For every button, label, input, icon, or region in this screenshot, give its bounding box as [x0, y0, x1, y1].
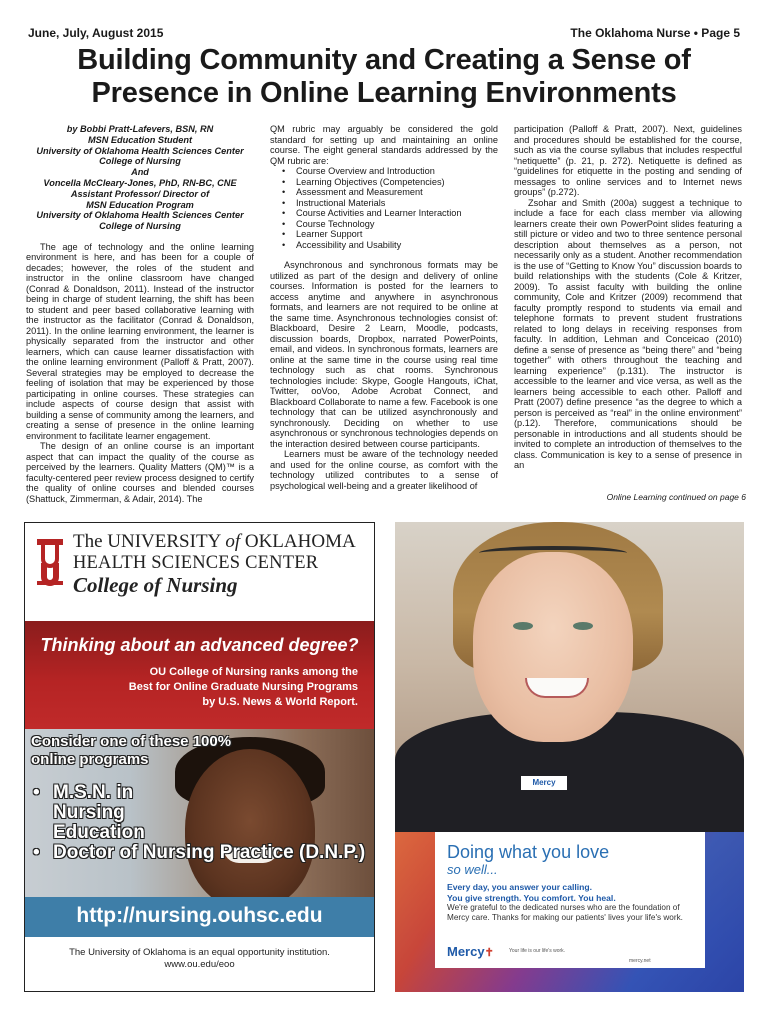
- mercy-tagline: Your life is our life's work.: [509, 948, 566, 954]
- byline: [26, 124, 254, 232]
- ou-program-item: • M.S.N. in Nursing Education: [31, 783, 201, 843]
- ou-ranking: [58, 665, 358, 710]
- mercy-nursing-ad: [395, 522, 744, 992]
- ou-promo-banner: [25, 621, 374, 729]
- mercy-scrubs-logo: Mercy: [521, 776, 567, 790]
- ou-nursing-ad: [24, 522, 375, 992]
- byline-line: Voncella McCleary-Jones, PhD, RN-BC, CNE: [43, 177, 237, 188]
- mercy-body-bold: You give strength. You comfort. You heal.: [447, 892, 616, 903]
- publication-page: The Oklahoma Nurse • Page 5: [570, 26, 740, 40]
- mercy-cross-icon: ✝: [484, 947, 494, 959]
- paragraph: Asynchronous and synchronous formats may be utilized as part of the design and delivery of online courses. Information is posted for the learners to access anytime and anywhere in asynchronous formats, and learners are not required to be online at the same time. Asynchronous technologies consist of: Blackboard, Desire 2 Learn, Moodle, podcasts, discussion boards, Dropbox, narrated PowerPoints, email, and videos. In synchronous formats, learners are online at the same time in the course using real time technology such as chat rooms. Synchronous technologies include: Skype, Google Hangouts, iChat, Twitter, ooVoo, Adobe Acrobat Connect, and Blackboard Collaborate to name a few. Facebook is one technology that can be utilized asynchronously and synchronously. Deciding on whether to use asynchronous or synchronous technologies depends on the interaction desired between course participants.: [270, 260, 498, 449]
- mercy-subhead: so well...: [447, 862, 498, 877]
- byline-line: University of Oklahoma Health Sciences Center: [36, 210, 244, 221]
- list-item: • Accessibility and Usability: [282, 240, 498, 251]
- photo-eye: [573, 622, 593, 630]
- list-item: • Course Overview and Introduction: [282, 166, 498, 177]
- list-item: • Course Activities and Learner Interaction: [282, 208, 498, 219]
- paragraph: The design of an online course is an important aspect that can impact the quality of the course as perceived by the learners. Quality Matters (QM)™ is a faculty-centered peer review process designed to certify the quality of online courses and blended courses (Shattuck, Zimmerman, & Adair, 2014). The: [26, 441, 254, 504]
- column-1: [26, 124, 254, 512]
- ou-ranking-line: by U.S. News & World Report.: [202, 696, 358, 708]
- mercy-url[interactable]: mercy.net: [629, 958, 651, 964]
- continued-note: Online Learning continued on page 6: [606, 492, 746, 502]
- ou-ranking-line: Best for Online Graduate Nursing Programs: [128, 681, 358, 693]
- list-item: • Learner Support: [282, 229, 498, 240]
- ou-ranking-line: OU College of Nursing ranks among the: [149, 666, 358, 678]
- list-item: • Instructional Materials: [282, 198, 498, 209]
- byline-line: by Bobbi Pratt-Lafevers, BSN, RN: [66, 124, 214, 134]
- ou-college-name: College of Nursing: [73, 573, 238, 597]
- mercy-headline: Doing what you love: [447, 842, 610, 862]
- issue-date: June, July, August 2015: [28, 26, 164, 40]
- ou-hsc-name: HEALTH SCIENCES CENTER: [73, 553, 319, 573]
- ou-consider-line: online programs: [31, 751, 149, 768]
- column-3: [514, 124, 742, 512]
- ou-footer-line: The University of Oklahoma is an equal opportunity institution.: [69, 947, 330, 958]
- ou-url-link[interactable]: http://nursing.ouhsc.edu: [76, 904, 323, 927]
- ou-student-photo: [25, 729, 374, 897]
- ou-consider-line: Consider one of these 100%: [31, 733, 232, 750]
- byline-line: MSN Education Student: [87, 134, 193, 145]
- ou-university-name: [73, 531, 356, 553]
- ou-title-text: of: [225, 531, 241, 552]
- article-title: Building Community and Creating a Sense of Presence in Online Learning Environments: [77, 44, 691, 109]
- byline-line: University of Oklahoma Health Sciences Center: [36, 145, 244, 156]
- ou-consider-text: [31, 733, 231, 769]
- paragraph: participation (Palloff & Pratt, 2007). Next, guidelines and procedures should be established for the course, such as via the course syllabus that includes respectful “netiquette” (p. 21, p. 272). Netiquette is defined as “guidelines for etiquette in the posting and sending of messages to online services and to Internet news groups” (p.272).: [514, 124, 742, 197]
- list-item: • Course Technology: [282, 219, 498, 230]
- paragraph: QM rubric may arguably be considered the gold standard for setting up and maintaining an online course. The eight general standards addressed by the QM rubric are:: [270, 124, 498, 166]
- byline-line: MSN Education Program: [86, 199, 194, 210]
- list-item: • Assessment and Measurement: [282, 187, 498, 198]
- photo-eye: [513, 622, 533, 630]
- ou-eeo-footer: [25, 947, 374, 971]
- list-item: • Learning Objectives (Competencies): [282, 177, 498, 188]
- ou-question: Thinking about an advanced degree?: [40, 635, 359, 655]
- ou-url-bar: [25, 897, 374, 937]
- ou-programs-list: [31, 783, 371, 863]
- article-body: [26, 124, 746, 512]
- paragraph: Learners must be aware of the technology needed and used for the online course, as comfort with the technology utilized contributes to a sense of psychological well-being and a greater likelihood of: [270, 449, 498, 491]
- mercy-logo-text: Mercy: [447, 944, 485, 959]
- byline-line: And: [131, 167, 149, 178]
- photo-smile: [525, 678, 589, 698]
- mercy-body-text: We're grateful to the dedicated nurses who are the foundation of Mercy care. Thanks for making our patients' lives your life's work.: [447, 903, 683, 922]
- paragraph: Zsohar and Smith (200a) suggest a technique to include a face for each class member via allowing learners create their own PowerPoint slides featuring a still picture or video and two to three sentence personal description about themselves as a person, not necessarily only as a student. Another recommendation is the use of “Getting to Know You” discussion boards to build relationships with the students (Cole & Kritzer, 2009). To assist faculty with building the online community, Cole and Kritzer (2009) recommend that faculty promptly respond to students via email and telephone formats to prevent student frustrations related to long delays in receiving responses from faculty. In addition, Lehman and Conceicao (2010) define a sense of presence as “being there” and “being together” with others throughout the teaching and learning experience” (p.131). The instructor is accessible to the learner and vice versa, as well as the learners being accessible to each other. Palloff and Pratt (2007) define presence “as the degree to which a person is perceived as “real” in the online environment” (p.12). Therefore, communications should be personable in introductions and all students should be invited to complete an introduction of themselves to the class. Communication is key to a sense of presence in an: [514, 197, 742, 470]
- byline-line: College of Nursing: [99, 156, 181, 167]
- ou-title-text: OKLAHOMA: [240, 531, 356, 552]
- ou-program-item: • Doctor of Nursing Practice (D.N.P.): [31, 843, 371, 863]
- ou-footer-link[interactable]: www.ou.edu/eoo: [164, 959, 235, 970]
- paragraph: The age of technology and the online learning environment is here, and has been for a couple of decades; however, the roles of the student and instructor in the online classroom have changed (Conrad & Donaldson, 2011). Instead of the instructor being in charge of student learning, the shift has been to student and peer based collaborative learning with the instructor as the facilitator (Conrad & Donaldson, 2011). In the online learning environment, the learner is physically separated from the instructor and other learners, which can cause learner dissatisfaction with the online learning environment (Palloff & Pratt, 2007). Several strategies may be employed to decrease the feeling of isolation that may be experienced by those participating in online courses. These strategies can include aspects of course design that assist with building a sense of community among the learners, and creating a sense of presence in the online learning environment to facilitate learner engagement.: [26, 241, 254, 441]
- photo-headband: [479, 546, 627, 560]
- photo-face: [473, 552, 633, 742]
- byline-line: Assistant Professor/ Director of: [70, 188, 210, 199]
- page-header: [28, 26, 740, 44]
- byline-line: College of Nursing: [99, 221, 181, 232]
- mercy-message-box: [435, 832, 705, 968]
- mercy-logo: [447, 944, 494, 959]
- qm-standards-list: [282, 166, 498, 250]
- ou-logo-area: [25, 523, 374, 621]
- column-2: [270, 124, 498, 512]
- mercy-body-bold: Every day, you answer your calling.: [447, 882, 593, 892]
- ou-interlocking-logo-icon: [33, 535, 67, 587]
- ou-title-text: The UNIVERSITY: [73, 531, 226, 552]
